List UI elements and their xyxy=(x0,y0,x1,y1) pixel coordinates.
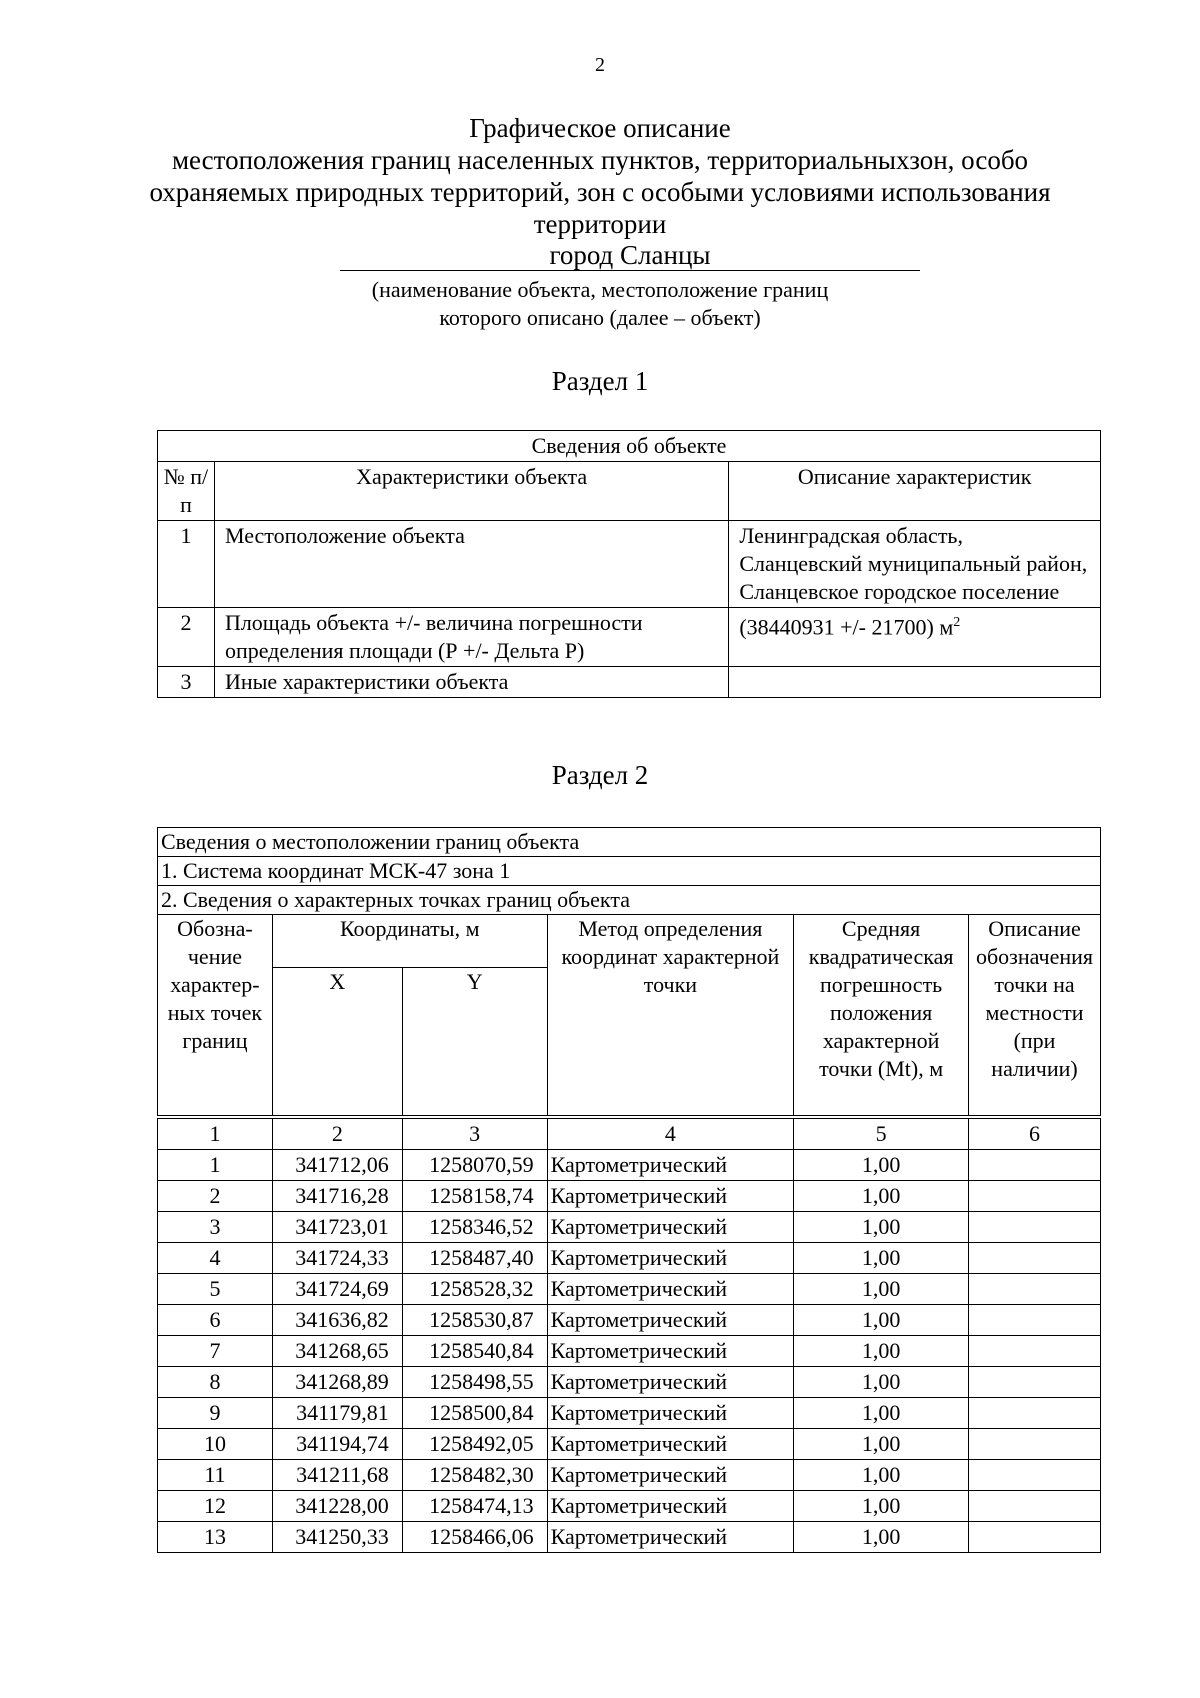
table-row xyxy=(158,1491,1101,1522)
point-y: 1258498,55 xyxy=(402,1367,547,1398)
title-line: местоположения границ населенных пунктов, территориальныхзон, особо xyxy=(171,145,1029,175)
point-method: Картометрический xyxy=(547,1150,794,1181)
row-description xyxy=(729,608,1101,667)
header-x: X xyxy=(272,968,402,1116)
point-error: 1,00 xyxy=(794,1398,969,1429)
header-description: Описание характеристик xyxy=(729,462,1101,521)
table-row xyxy=(158,667,1101,698)
point-id: 6 xyxy=(158,1305,273,1336)
point-id: 7 xyxy=(158,1336,273,1367)
point-method: Картометрический xyxy=(547,1181,794,1212)
point-id: 5 xyxy=(158,1274,273,1305)
table-row xyxy=(158,1336,1101,1367)
point-error: 1,00 xyxy=(794,1305,969,1336)
point-method: Картометрический xyxy=(547,1491,794,1522)
point-id: 2 xyxy=(158,1181,273,1212)
point-error: 1,00 xyxy=(794,1181,969,1212)
row-num: 2 xyxy=(158,608,215,667)
row-num: 1 xyxy=(158,521,215,608)
document-title xyxy=(0,112,1200,240)
point-location xyxy=(969,1181,1101,1212)
area-value: (38440931 +/- 21700) м xyxy=(739,614,954,640)
column-number: 3 xyxy=(402,1119,547,1150)
row-characteristic: Местоположение объекта xyxy=(214,521,728,608)
table-row xyxy=(158,1429,1101,1460)
point-y: 1258474,13 xyxy=(402,1491,547,1522)
object-caption xyxy=(0,276,1200,332)
point-location xyxy=(969,1460,1101,1491)
point-y: 1258492,05 xyxy=(402,1429,547,1460)
table-row xyxy=(158,1274,1101,1305)
point-id: 1 xyxy=(158,1150,273,1181)
point-x: 341268,89 xyxy=(272,1367,402,1398)
table-row xyxy=(158,1305,1101,1336)
point-x: 341724,33 xyxy=(272,1243,402,1274)
point-method: Картометрический xyxy=(547,1398,794,1429)
object-caption-line: которого описано (далее – объект) xyxy=(439,305,761,330)
point-y: 1258466,06 xyxy=(402,1522,547,1553)
point-error: 1,00 xyxy=(794,1150,969,1181)
point-location xyxy=(969,1522,1101,1553)
point-y: 1258540,84 xyxy=(402,1336,547,1367)
object-info-caption: Сведения об объекте xyxy=(158,431,1101,462)
point-location xyxy=(969,1305,1101,1336)
point-id: 10 xyxy=(158,1429,273,1460)
object-name: город Сланцы xyxy=(340,240,920,271)
table-row xyxy=(158,1243,1101,1274)
boundary-points-table xyxy=(157,827,1101,1553)
header-num: № п/п xyxy=(158,462,215,521)
area-unit-superscript: 2 xyxy=(953,615,961,630)
table-row xyxy=(158,1212,1101,1243)
title-line: охраняемых природных территорий, зон с особыми условиями использования xyxy=(149,177,1051,207)
point-id: 11 xyxy=(158,1460,273,1491)
point-location xyxy=(969,1398,1101,1429)
point-y: 1258158,74 xyxy=(402,1181,547,1212)
row-description xyxy=(729,667,1101,698)
point-error: 1,00 xyxy=(794,1367,969,1398)
point-method: Картометрический xyxy=(547,1305,794,1336)
point-location xyxy=(969,1212,1101,1243)
point-method: Картометрический xyxy=(547,1274,794,1305)
point-id: 3 xyxy=(158,1212,273,1243)
point-x: 341194,74 xyxy=(272,1429,402,1460)
row-characteristic: Площадь объекта +/- величина погрешности определения площади (Р +/- Дельта Р) xyxy=(214,608,728,667)
table-row xyxy=(158,608,1101,667)
point-y: 1258346,52 xyxy=(402,1212,547,1243)
point-id: 4 xyxy=(158,1243,273,1274)
point-method: Картометрический xyxy=(547,1367,794,1398)
point-x: 341724,69 xyxy=(272,1274,402,1305)
point-x: 341723,01 xyxy=(272,1212,402,1243)
table-row xyxy=(158,1367,1101,1398)
point-id: 9 xyxy=(158,1398,273,1429)
column-number: 5 xyxy=(794,1119,969,1150)
title-line: Графическое описание xyxy=(469,113,731,143)
object-info-table xyxy=(157,430,1101,698)
column-number: 1 xyxy=(158,1119,273,1150)
point-error: 1,00 xyxy=(794,1336,969,1367)
point-x: 341211,68 xyxy=(272,1460,402,1491)
point-error: 1,00 xyxy=(794,1491,969,1522)
point-location xyxy=(969,1336,1101,1367)
column-number: 6 xyxy=(969,1119,1101,1150)
row-num: 3 xyxy=(158,667,215,698)
title-line: территории xyxy=(533,209,667,239)
point-method: Картометрический xyxy=(547,1460,794,1491)
point-location xyxy=(969,1491,1101,1522)
column-number-row xyxy=(158,1119,1101,1150)
point-x: 341636,82 xyxy=(272,1305,402,1336)
point-location xyxy=(969,1274,1101,1305)
row-description: Ленинградская область, Сланцевский муниципальный район, Сланцевское городское поселение xyxy=(729,521,1101,608)
point-x: 341179,81 xyxy=(272,1398,402,1429)
point-location xyxy=(969,1367,1101,1398)
point-method: Картометрический xyxy=(547,1212,794,1243)
point-location xyxy=(969,1150,1101,1181)
header-location: Описание обозначения точки на местности (при наличии) xyxy=(969,915,1101,1116)
points-caption: 2. Сведения о характерных точках границ объекта xyxy=(158,886,1101,915)
header-characteristic: Характеристики объекта xyxy=(214,462,728,521)
point-x: 341712,06 xyxy=(272,1150,402,1181)
point-error: 1,00 xyxy=(794,1522,969,1553)
point-method: Картометрический xyxy=(547,1522,794,1553)
point-error: 1,00 xyxy=(794,1429,969,1460)
point-y: 1258530,87 xyxy=(402,1305,547,1336)
table-row xyxy=(158,521,1101,608)
point-x: 341716,28 xyxy=(272,1181,402,1212)
table-row xyxy=(158,1460,1101,1491)
point-location xyxy=(969,1243,1101,1274)
point-error: 1,00 xyxy=(794,1274,969,1305)
point-y: 1258487,40 xyxy=(402,1243,547,1274)
row-characteristic: Иные характеристики объекта xyxy=(214,667,728,698)
table-row xyxy=(158,1150,1101,1181)
point-y: 1258528,32 xyxy=(402,1274,547,1305)
point-x: 341268,65 xyxy=(272,1336,402,1367)
column-number: 4 xyxy=(547,1119,794,1150)
point-y: 1258500,84 xyxy=(402,1398,547,1429)
point-method: Картометрический xyxy=(547,1429,794,1460)
section-1-title: Раздел 1 xyxy=(551,366,649,396)
table-row xyxy=(158,1181,1101,1212)
header-error: Средняя квадратическая погрешность положения характерной точки (Mt), м xyxy=(794,915,969,1116)
page-number: 2 xyxy=(595,54,605,76)
point-y: 1258070,59 xyxy=(402,1150,547,1181)
point-location xyxy=(969,1429,1101,1460)
header-designation: Обозна-чение характер-ных точек границ xyxy=(158,915,273,1116)
coord-system: 1. Система координат МСК-47 зона 1 xyxy=(158,857,1101,886)
table-row xyxy=(158,1522,1101,1553)
point-x: 341228,00 xyxy=(272,1491,402,1522)
point-id: 13 xyxy=(158,1522,273,1553)
point-id: 8 xyxy=(158,1367,273,1398)
header-coordinates: Координаты, м xyxy=(272,915,547,968)
point-id: 12 xyxy=(158,1491,273,1522)
point-method: Картометрический xyxy=(547,1336,794,1367)
object-caption-line: (наименование объекта, местоположение границ xyxy=(371,277,829,302)
point-error: 1,00 xyxy=(794,1212,969,1243)
column-number: 2 xyxy=(272,1119,402,1150)
point-error: 1,00 xyxy=(794,1243,969,1274)
header-y: Y xyxy=(402,968,547,1116)
section-2-title: Раздел 2 xyxy=(551,760,649,790)
point-method: Картометрический xyxy=(547,1243,794,1274)
point-x: 341250,33 xyxy=(272,1522,402,1553)
point-error: 1,00 xyxy=(794,1460,969,1491)
header-method: Метод определения координат характерной точки xyxy=(547,915,794,1116)
boundary-caption: Сведения о местоположении границ объекта xyxy=(158,828,1101,857)
point-y: 1258482,30 xyxy=(402,1460,547,1491)
table-row xyxy=(158,1398,1101,1429)
